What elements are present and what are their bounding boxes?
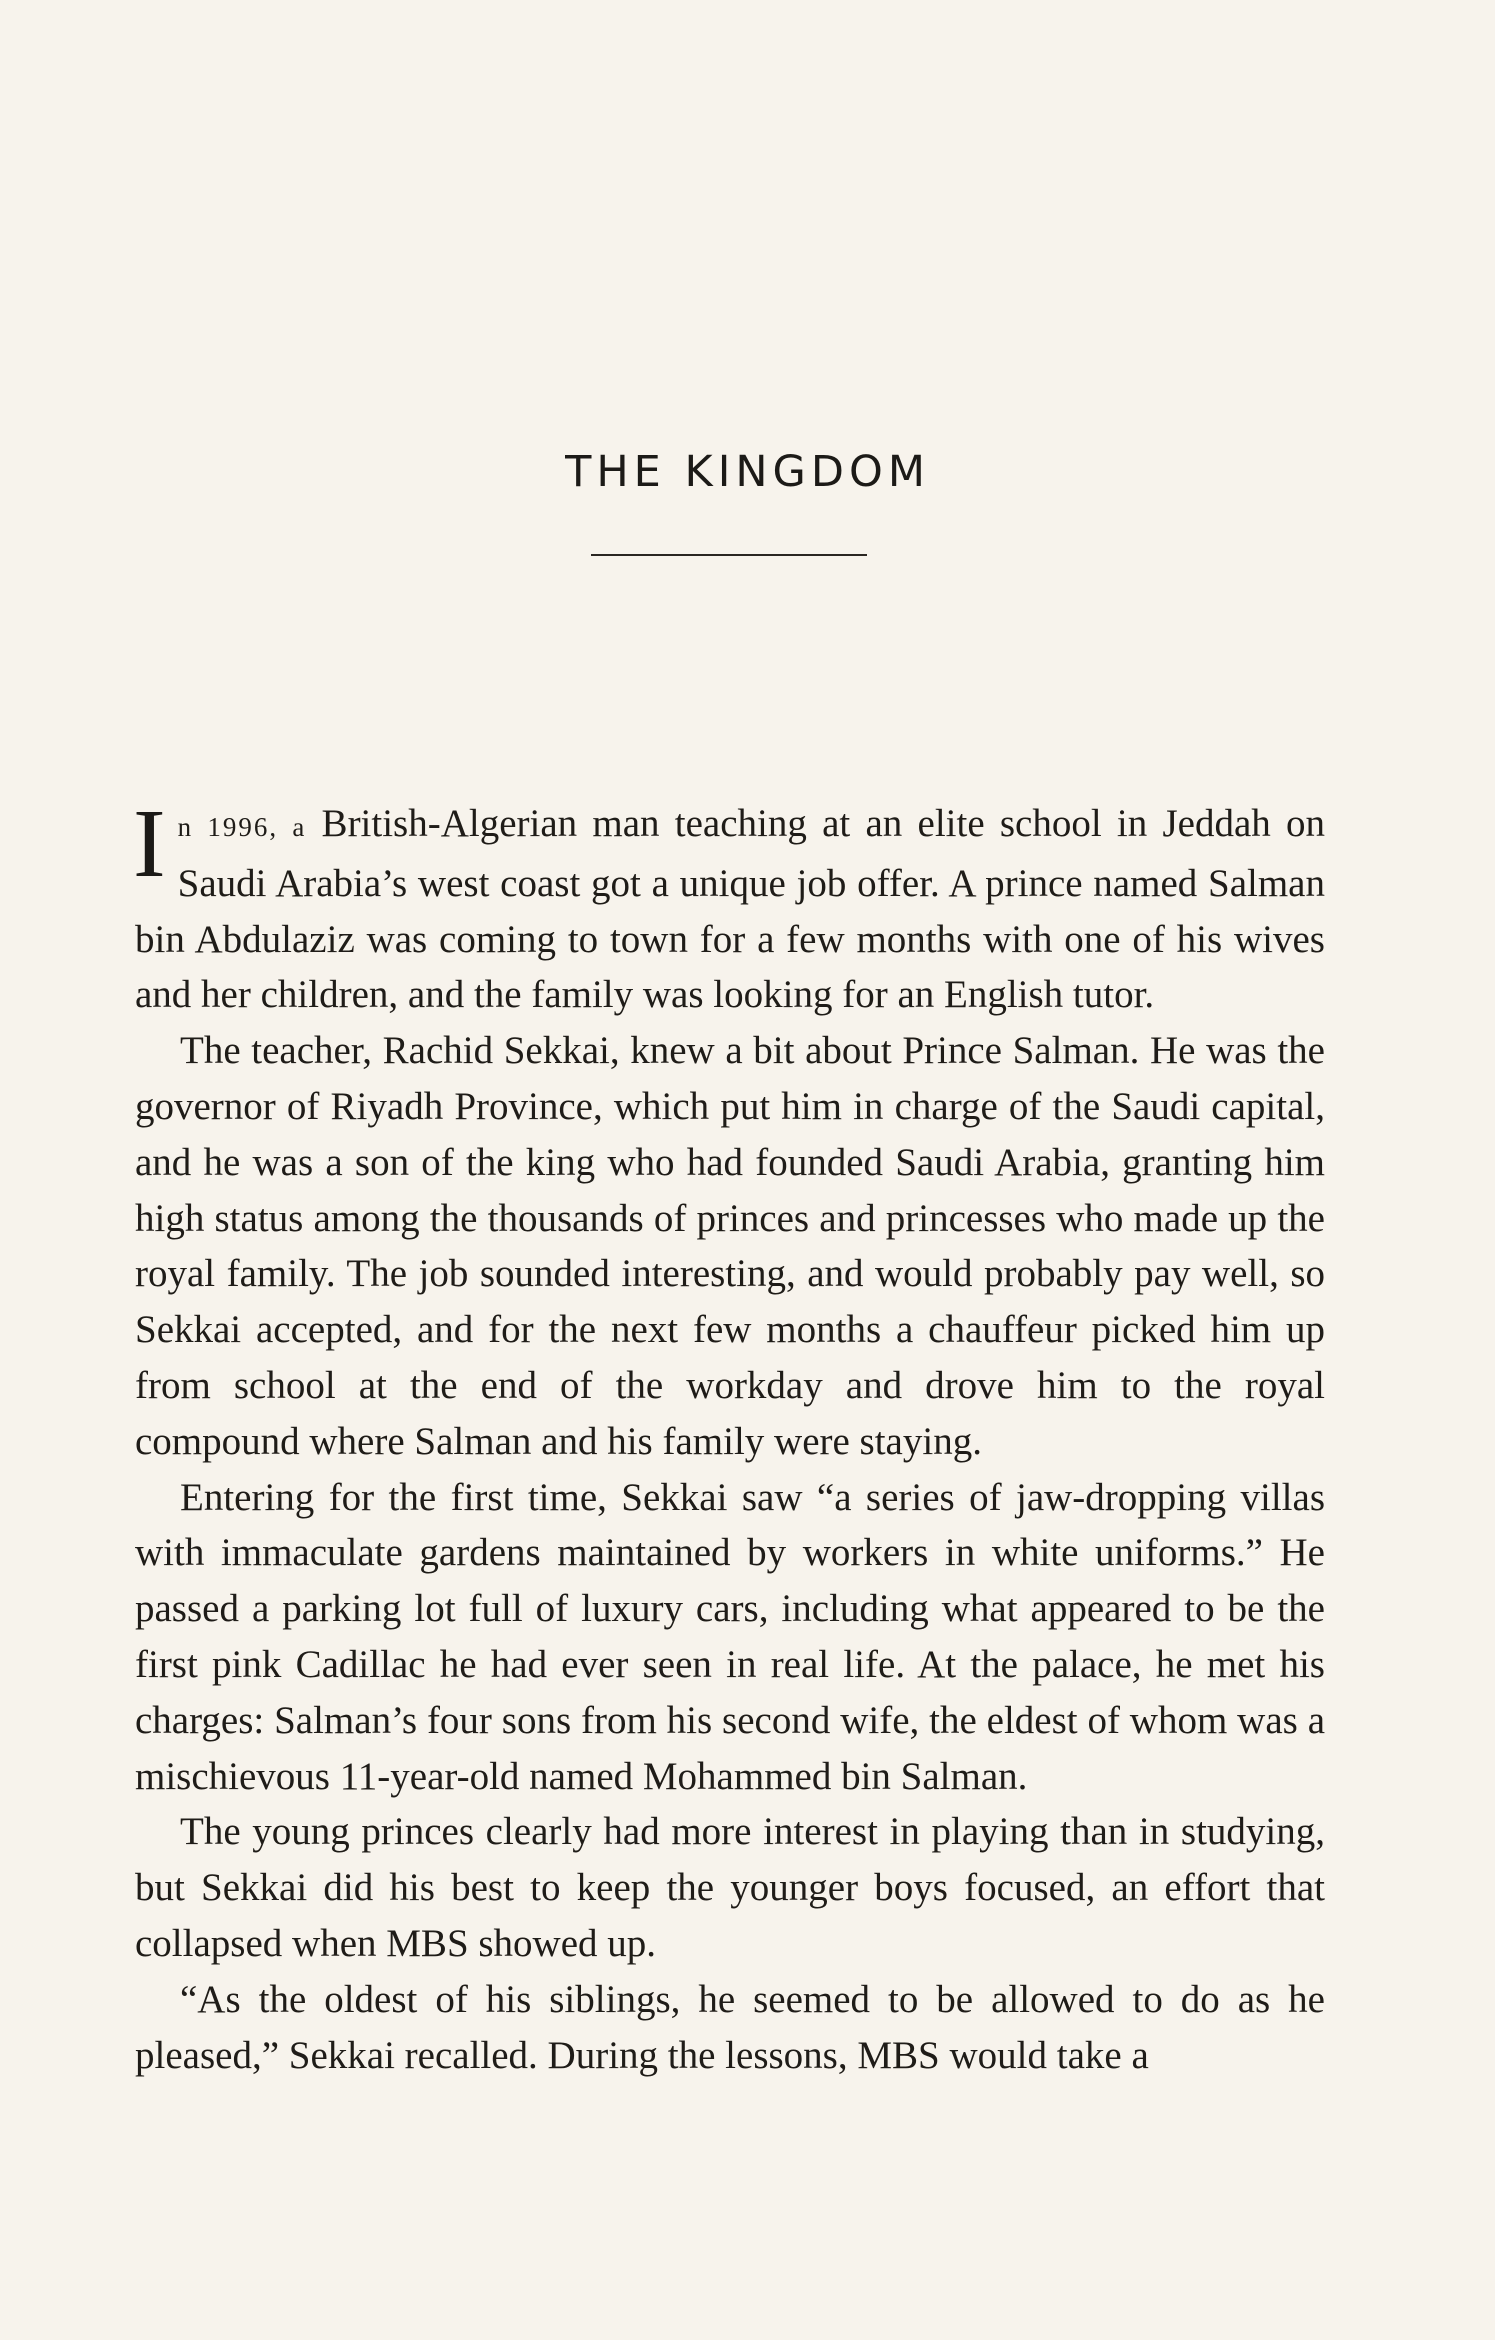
paragraph-1-text: British-Algerian man teaching at an elite school in Jeddah on Saudi Arabia’s west coast got a unique job offer. A prince named Salman bin Abdulaziz was coming to town for a few months with one of his wives and her children, and the family was looking for an English tutor.	[135, 802, 1325, 1017]
small-caps-lead: n 1996, a	[177, 812, 307, 842]
paragraph-1	[133, 790, 1325, 1023]
paragraph-3: Entering for the first time, Sekkai saw “a series of jaw-dropping villas with immaculate gardens maintained by workers in white uniforms.” He passed a parking lot full of luxury cars, including what appeared to be the first pink Cadillac he had ever seen in real life. At the palace, he met his charges: Salman’s four sons from his second wife, the eldest of whom was a mischievous 11-year-old named Mohammed bin Salman.	[135, 1475, 1325, 1798]
paragraph-2: The teacher, Rachid Sekkai, knew a bit about Prince Salman. He was the governor of Riyadh Province, which put him in charge of the Saudi capital, and he was a son of the king who had founded Saudi Arabia, granting him high status among the thousands of princes and princesses who made up the royal family. The job sounded interesting, and would probably pay well, so Sekkai accepted, and for the next few months a chauffeur picked him up from school at the end of the workday and drove him to the royal compound where Salman and his family were staying.	[135, 1029, 1325, 1463]
drop-cap: I	[133, 790, 166, 898]
body-text	[133, 790, 1325, 2083]
title-rule	[591, 554, 867, 556]
paragraph-4: The young princes clearly had more interest in playing than in studying, but Sekkai did his best to keep the younger boys focused, an effort that collapsed when MBS showed up.	[135, 1810, 1325, 1965]
paragraph-5: “As the oldest of his siblings, he seemed to be allowed to do as he pleased,” Sekkai recalled. During the lessons, MBS would take a	[135, 1977, 1325, 2077]
chapter-title: THE KINGDOM	[565, 446, 930, 497]
